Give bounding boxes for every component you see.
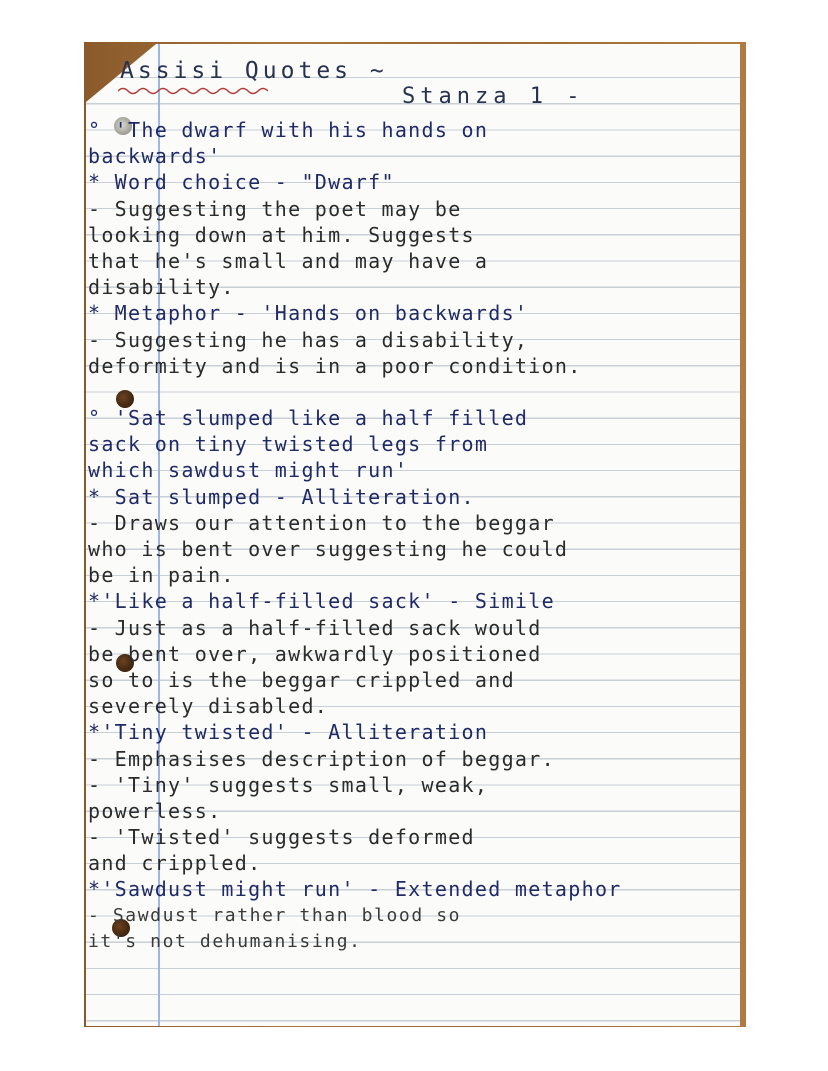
note-line: it's not dehumanising. <box>88 930 362 952</box>
page-title: Assisi Quotes ~ <box>120 58 388 84</box>
note-line: severely disabled. <box>88 694 329 719</box>
stanza-heading: Stanza 1 - <box>402 84 585 109</box>
note-line: be bent over, awkwardly positioned <box>88 641 542 666</box>
note-line: - Suggesting the poet may be <box>88 196 462 221</box>
note-line: be in pain. <box>88 563 235 588</box>
note-line: *'Tiny twisted' - Alliteration <box>88 720 489 745</box>
note-line: disability. <box>88 275 235 300</box>
note-line: deformity and is in a poor condition. <box>88 353 582 378</box>
note-line: * Sat slumped - Alliteration. <box>88 484 475 509</box>
note-line: *'Like a half-filled sack' - Simile <box>88 589 555 614</box>
note-line: - Just as a half-filled sack would <box>88 615 542 640</box>
note-line: backwards' <box>88 144 222 169</box>
title-underline <box>118 86 268 96</box>
note-line: looking down at him. Suggests <box>88 222 475 247</box>
note-line: that he's small and may have a <box>88 248 489 273</box>
note-line: so to is the beggar crippled and <box>88 667 515 692</box>
note-line: sack on tiny twisted legs from <box>88 432 489 457</box>
note-line: * Word choice - "Dwarf" <box>88 170 395 195</box>
note-line: - Emphasises description of beggar. <box>88 746 555 771</box>
note-line: * Metaphor - 'Hands on backwards' <box>88 301 529 326</box>
note-line: powerless. <box>88 798 222 823</box>
note-line: *'Sawdust might run' - Extended metaphor <box>88 877 622 902</box>
note-line: which sawdust might run' <box>88 458 409 483</box>
note-line: - Draws our attention to the beggar <box>88 510 555 535</box>
note-line: and crippled. <box>88 851 262 876</box>
note-line: who is bent over suggesting he could <box>88 537 569 561</box>
note-line: - 'Twisted' suggests deformed <box>88 825 475 850</box>
handwritten-notes <box>88 117 653 955</box>
note-line <box>88 379 653 405</box>
note-line: - Suggesting he has a disability, <box>88 327 529 352</box>
note-line: ° 'Sat slumped like a half filled <box>88 406 529 431</box>
note-line: - Sawdust rather than blood so <box>88 904 462 926</box>
note-line: - 'Tiny' suggests small, weak, <box>88 772 489 797</box>
note-line: ° 'The dwarf with his hands on <box>88 118 489 142</box>
